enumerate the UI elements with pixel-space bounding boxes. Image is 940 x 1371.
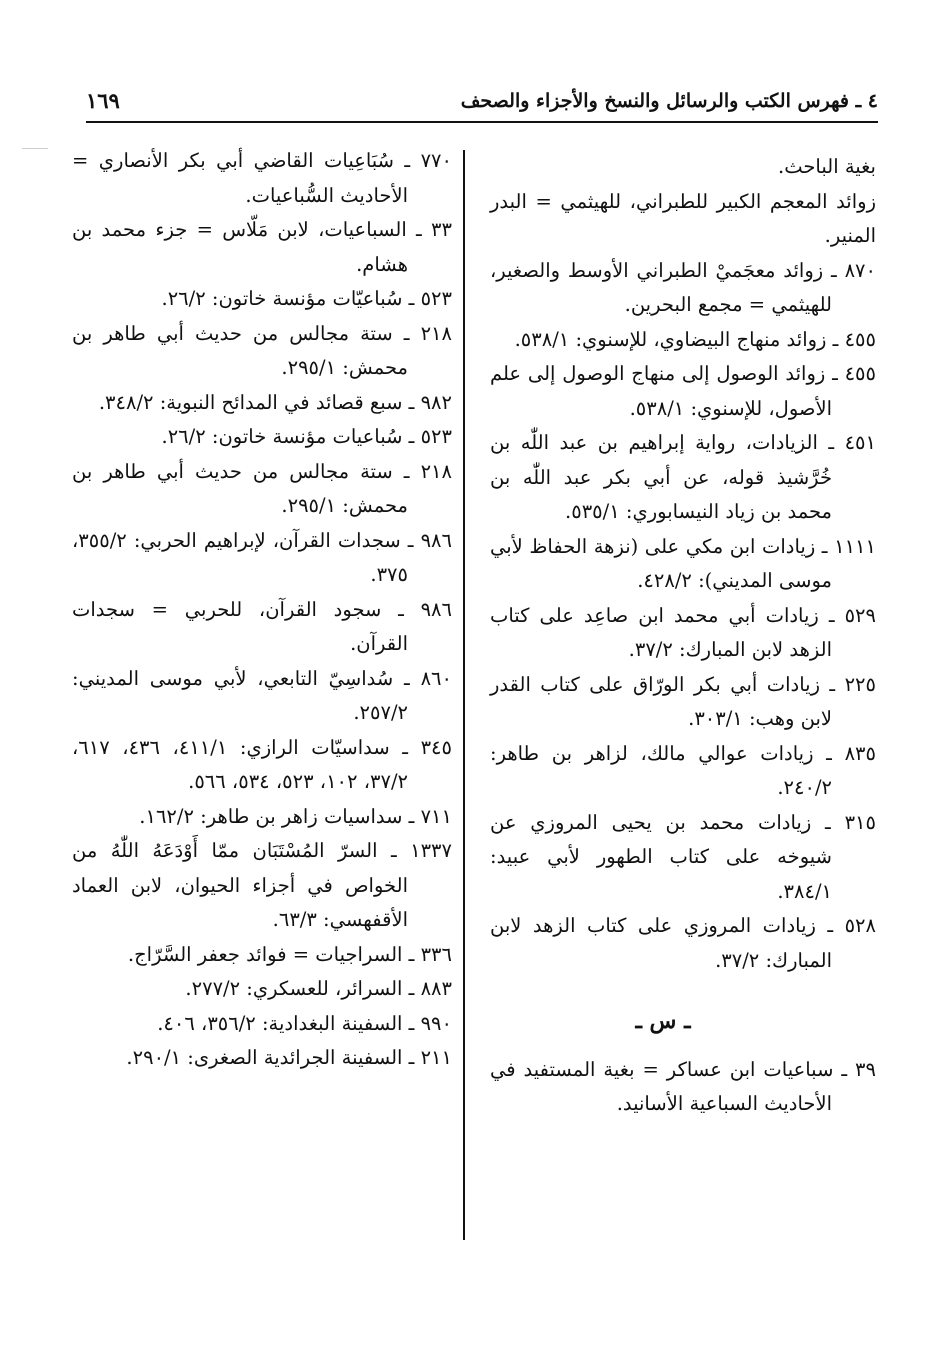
index-entry: ٩٨٦ ـ سجدات القرآن، لإبراهيم الحربي: ٣٥٥/٢، ٣٧٥. [72, 528, 452, 586]
section-letter-heading: ـ س ـ [635, 1008, 691, 1034]
index-entry: ٤٥٥ ـ زوائد الوصول إلى منهاج الوصول إلى علم الأصول، للإسنوي: ٥٣٨/١. [490, 362, 876, 420]
index-entry: ٣٤٥ ـ سداسيّات الرازي: ٤١١/١، ٤٣٦، ٦١٧، ٣٧/٢، ١٠٢، ٥٢٣، ٥٣٤، ٥٦٦. [72, 735, 452, 793]
index-entry: ٣٣٦ ـ السراجيات = فوائد جعفر السَّرّاج. [127, 942, 452, 966]
index-entry: زوائد المعجم الكبير للطبراني، للهيثمي = البدر المنير. [490, 189, 876, 247]
header-rule [86, 121, 878, 123]
page-number: ١٦٩ [86, 88, 120, 113]
index-entry: بغية الباحث. [778, 155, 876, 178]
index-entry: ٩٨٦ ـ سجود القرآن، للحربي = سجدات القرآن. [72, 597, 452, 655]
index-entry: ٢١٨ ـ ستة مجالس من حديث أبي طاهر بن محمش: ٢٩٥/١. [72, 459, 452, 517]
index-entry: ٨٣٥ ـ زيادات عوالي مالك، لزاهر بن طاهر: ٢٤٠/٢. [490, 741, 876, 799]
index-entry: ٢١٨ ـ ستة مجالس من حديث أبي طاهر بن محمش: ٢٩٥/١. [72, 321, 452, 379]
margin-mark [22, 148, 48, 149]
index-entry: ٨٧٠ ـ زوائد معجَميْ الطبراني الأوسط والصغير، للهيثمي = مجمع البحرين. [490, 258, 876, 316]
index-entry: ١١١١ ـ زيادات ابن مكي على (نزهة الحفاظ لأبي موسى المديني): ٤٢٨/٢. [490, 534, 876, 592]
index-entry: ٥٢٩ ـ زيادات أبي محمد ابن صاعِد على كتاب الزهد لابن المبارك: ٣٧/٢. [490, 603, 876, 661]
index-entry: ٣١٥ ـ زيادات محمد بن يحيى المروزي عن شيوخه على كتاب الطهور لأبي عبيد: ٣٨٤/١. [490, 810, 876, 903]
index-entry: ٥٢٣ ـ سُباعيات مؤنسة خاتون: ٢٦/٢. [161, 425, 452, 448]
index-entry: ٤٥١ ـ الزيادات، رواية إبراهيم بن عبد اللّٰه بن خُرَّشيذ قوله، عن أبي بكر عبد اللّٰه بن محمد بن زياد النيسابوري: ٥٣٥/١. [490, 431, 876, 523]
index-entry: ٩٩٠ ـ السفينة البغدادية: ٣٥٦/٢، ٤٠٦. [157, 1011, 452, 1035]
index-entry: ٨٦٠ ـ سُداسِيّ التابعي، لأبي موسى المديني: ٢٥٧/٢. [72, 666, 452, 724]
page-header [86, 86, 878, 116]
index-entry: ١٣٣٧ ـ السرّ المُسْتَبَان ممّا أَوْدَعَهُ اللّٰهُ من الخواص في أجزاء الحيوان، لابن العماد الأقفهسي: ٦٣/٣. [72, 839, 452, 931]
index-entry: ٩٨٢ ـ سبع قصائد في المدائح النبوية: ٣٤٨/٢. [98, 390, 452, 414]
running-title: ٤ ـ فهرس الكتب والرسائل والنسخ والأجزاء والصحف [460, 90, 878, 112]
index-entry: ٥٢٣ ـ سُباعيّات مؤنسة خاتون: ٢٦/٢. [161, 287, 452, 310]
column-divider [463, 150, 465, 1240]
index-entry: ٣٣ ـ السباعيات، لابن مَلّاس = جزء محمد بن هشام. [72, 218, 452, 276]
left-column [72, 144, 452, 1076]
index-entry: ٧١١ ـ سداسيات زاهر بن طاهر: ١٦٢/٢. [139, 804, 452, 828]
index-entry: ٢١١ ـ السفينة الجرائدية الصغرى: ٢٩٠/١. [126, 1046, 452, 1069]
index-entry: ٢٢٥ ـ زيادات أبي بكر الورّاق على كتاب القدر لابن وهب: ٣٠٣/١. [490, 672, 876, 730]
right-column [490, 150, 876, 1122]
index-entry: ٤٥٥ ـ زوائد منهاج البيضاوي، للإسنوي: ٥٣٨/١. [514, 327, 876, 351]
index-entry: ٣٩ ـ سباعيات ابن عساكر = بغية المستفيد في الأحاديث السباعية الأسانيد. [490, 1057, 876, 1115]
index-entry: ٥٢٨ ـ زيادات المروزي على كتاب الزهد لابن المبارك: ٣٧/٢. [490, 914, 876, 972]
index-entry: ٨٨٣ ـ السرائر، للعسكري: ٢٧٧/٢. [185, 977, 452, 1000]
index-entry: ٧٧٠ ـ سُبَاعِيات القاضي أبي بكر الأنصاري = الأحاديث السُّباعيات. [72, 149, 452, 207]
